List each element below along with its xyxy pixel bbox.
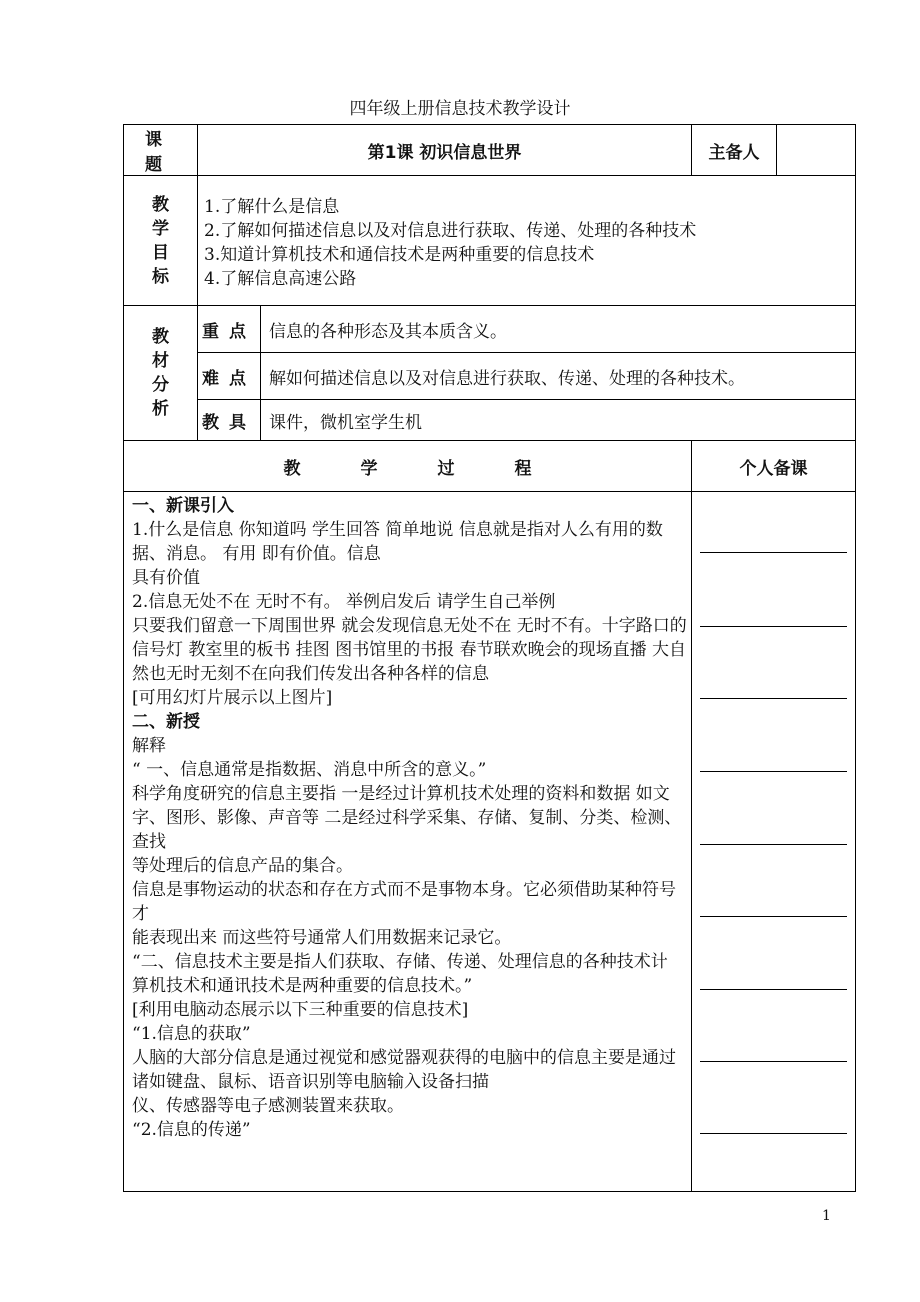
- notes-column: [692, 492, 856, 1192]
- topic-label: 课 题: [124, 125, 198, 176]
- tools-value: 课件，微机室学生机: [261, 400, 856, 441]
- lesson-plan-table: [123, 124, 856, 1192]
- tools-label: 教具: [198, 400, 261, 441]
- note-line: [700, 771, 847, 772]
- process-header-row: [124, 441, 856, 492]
- process-line: 信息是事物运动的状态和存在方式而不是事物本身。它必须借助某种符号才: [132, 880, 676, 924]
- note-line: [700, 698, 847, 699]
- process-line: “二、信息技术主要是指人们获取、存储、传递、处理信息的各种技术计: [132, 952, 668, 972]
- goals-label: 教 学 目 标: [124, 176, 198, 306]
- goals-row: [124, 176, 856, 306]
- preparer-value: [777, 125, 856, 176]
- process-line: 科学角度研究的信息主要指 一是经过计算机技术处理的资料和数据 如文: [132, 784, 670, 804]
- process-line: “2.信息的传递”: [132, 1120, 251, 1140]
- material-label: 教 材 分 析: [124, 306, 198, 441]
- process-line: 2.信息无处不在 无时不有。 举例启发后 请学生自己举例: [132, 592, 556, 612]
- key-point-label: 重点: [198, 306, 261, 353]
- goal-item: 3.知道计算机技术和通信技术是两种重要的信息技术: [204, 244, 595, 265]
- process-content: [124, 492, 692, 1192]
- goal-item: 1.了解什么是信息: [204, 196, 340, 217]
- document-title: 四年级上册信息技术教学设计: [349, 99, 571, 119]
- process-line: [利用电脑动态展示以下三种重要的信息技术]: [132, 1000, 469, 1020]
- process-line: 能表现出来 而这些符号通常人们用数据来记录它。: [132, 928, 512, 948]
- note-line: [700, 844, 847, 845]
- process-line: 具有价值: [132, 568, 200, 588]
- process-body-row: [124, 492, 856, 1192]
- note-line: [700, 626, 847, 627]
- goal-item: 2.了解如何描述信息以及对信息进行获取、传递、处理的各种技术: [204, 220, 697, 241]
- process-line: “ 一、信息通常是指数据、消息中所含的意义。”: [132, 760, 487, 780]
- note-line: [700, 1061, 847, 1062]
- process-line: 算机技术和通讯技术是两种重要的信息技术。”: [132, 976, 473, 996]
- difficulty-label: 难点: [198, 353, 261, 400]
- section-heading: 一、新课引入: [132, 496, 234, 516]
- process-line: 人脑的大部分信息是通过视觉和感觉器观获得的电脑中的信息主要是通过诸如键盘、鼠标、语音识别等电脑输入设备扫描: [132, 1048, 676, 1092]
- process-line: 等处理后的信息产品的集合。: [132, 856, 353, 876]
- material-row-tools: [124, 400, 856, 441]
- process-line: “1.信息的获取”: [132, 1024, 251, 1044]
- key-point-value: 信息的各种形态及其本质含义。: [261, 306, 856, 353]
- process-line: 只要我们留意一下周围世界 就会发现信息无处不在 无时不有。十字路口的信号灯 教室里的板书 挂图 图书馆里的书报 春节联欢晚会的现场直播 大自然也无时无刻不在向我们传发出各种各样的信息: [132, 616, 687, 684]
- process-line: 1.什么是信息 你知道吗 学生回答 简单地说 信息就是指对人么有用的数据、消息。 有用 即有价值。信息: [132, 520, 663, 564]
- process-line: [可用幻灯片展示以上图片]: [132, 688, 333, 708]
- process-line: 字、图形、影像、声音等 二是经过科学采集、存储、复制、分类、检测、查找: [132, 808, 682, 852]
- goal-item: 4.了解信息高速公路: [204, 268, 357, 289]
- section-heading: 二、新授: [132, 712, 200, 732]
- process-line: 仪、传感器等电子感测装置来获取。: [132, 1096, 404, 1116]
- process-line: 解释: [132, 736, 166, 756]
- preparer-label: 主备人: [692, 125, 777, 176]
- note-line: [700, 1133, 847, 1134]
- material-row-key: [124, 306, 856, 353]
- process-header: 教 学 过 程: [124, 441, 692, 492]
- note-line: [700, 552, 847, 553]
- note-line: [700, 916, 847, 917]
- topic-row: [124, 125, 856, 176]
- notes-header: 个人备课: [692, 441, 856, 492]
- page-number: 1: [822, 1208, 831, 1224]
- goals-list: [198, 176, 856, 306]
- note-line: [700, 989, 847, 990]
- material-row-difficulty: [124, 353, 856, 400]
- difficulty-value: 解如何描述信息以及对信息进行获取、传递、处理的各种技术。: [261, 353, 856, 400]
- lesson-title: 第1课 初识信息世界: [198, 125, 692, 176]
